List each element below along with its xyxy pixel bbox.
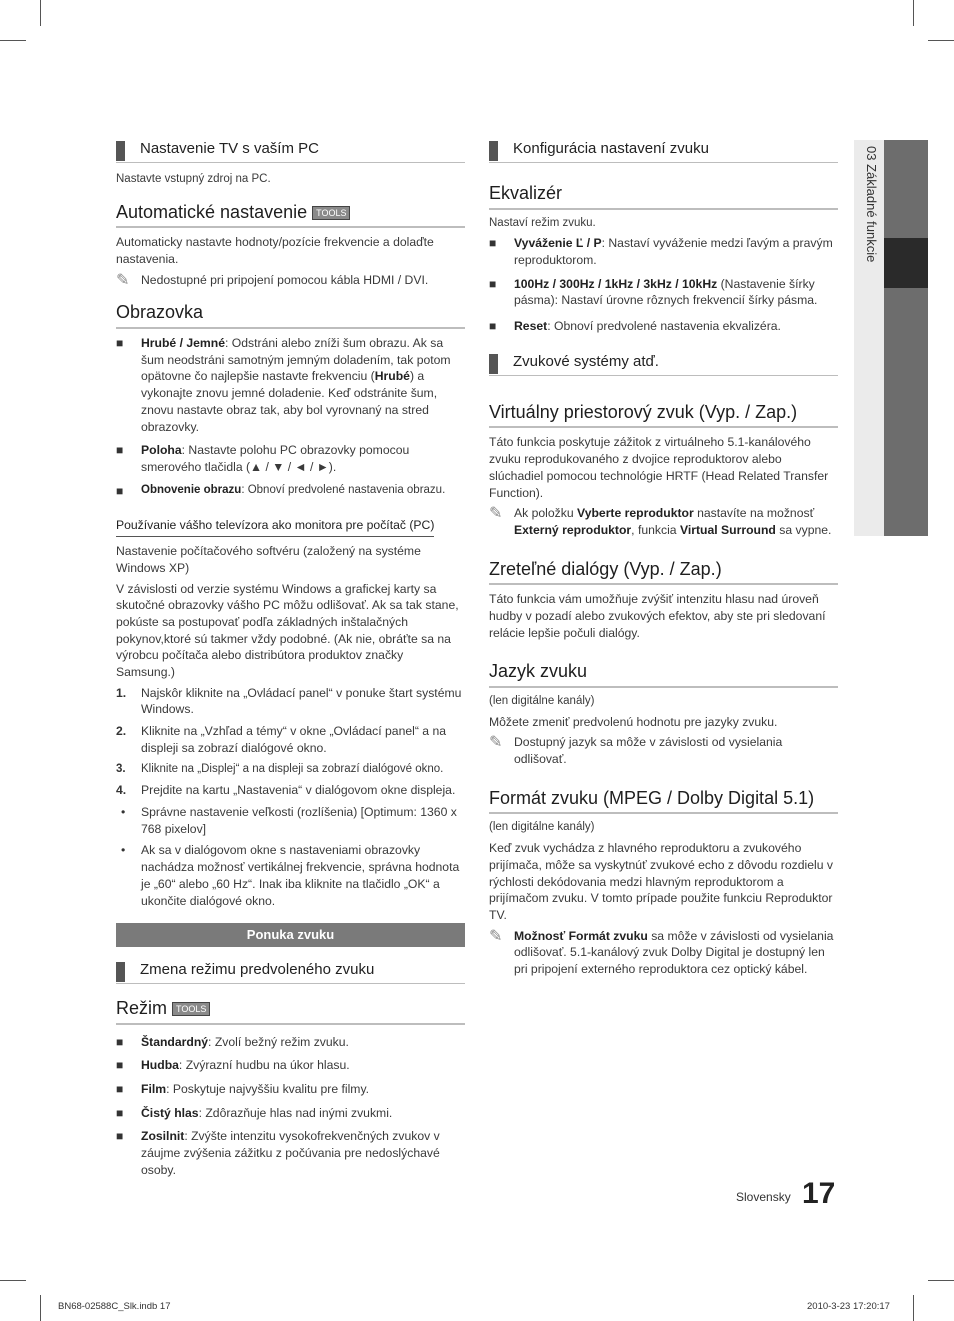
- item-text: : Zdôrazňuje hlas nad inými zvukmi.: [198, 1105, 393, 1120]
- dot-bullet-icon: •: [121, 805, 126, 820]
- square-bullet-icon: ■: [116, 1034, 124, 1049]
- heading-virtual-surround: Virtuálny priestorový zvuk (Vyp. / Zap.): [489, 402, 838, 429]
- tools-icon: TOOLS: [172, 1002, 210, 1016]
- item-label: Film: [141, 1082, 167, 1097]
- item-text: : Poskytuje najvyššiu kvalitu pre filmy.: [166, 1082, 370, 1097]
- square-bullet-icon: ■: [116, 1105, 124, 1120]
- heading-auto-adjust: [116, 202, 465, 229]
- list-item: [116, 723, 465, 756]
- section-sound-systems: Zvukové systémy atď.: [489, 351, 838, 376]
- crop-mark: [0, 1280, 26, 1281]
- heading-audio-language: Jazyk zvuku: [489, 661, 838, 688]
- square-bullet-icon: ■: [489, 276, 497, 291]
- list-item: [489, 235, 838, 268]
- fmt-p1: (len digitálne kanály): [489, 821, 595, 834]
- square-bullet-icon: ■: [116, 443, 124, 458]
- item-label: Štandardný: [141, 1034, 209, 1049]
- item-text: : Obnoví predvolené nastavenia obrazu.: [241, 483, 446, 496]
- section-banner: Ponuka zvuku: [116, 923, 465, 947]
- pencil-icon: ✎: [489, 505, 503, 523]
- fmt-p2: Keď zvuk vychádza z hlavného reproduktoru a zvukového prijímača, môže sa vyskytnúť zvukové echo z dôvodu rozdielu v rýchlosti dekódovania medzi hlavným reproduktorom a prijímačom zvuku. V tomto prípade použite funkciu Reproduktor TV.: [489, 841, 833, 922]
- note: [489, 505, 838, 538]
- step-number: 2.: [116, 724, 127, 739]
- item-text: Ak sa v dialógovom okne s nastaveniami obrazovky nachádza možnosť vertikálnej frekvencie, správna hodnota je „60“ alebo „60 Hz“. Inak iba kliknite na tlačidlo „OK“ a ukončite dialógové okno.: [141, 843, 460, 908]
- step-text: Najskôr kliknite na „Ovládací panel“ v ponuke štart systému Windows.: [141, 685, 462, 717]
- note-text: sa môže v závislosti od vysielania odlišovať. 5.1-kanálový zvuk Dolby Digital je dostupný len pri pripojení externého reproduktora cez optický kábel.: [514, 928, 834, 977]
- item-text: : Zvolí bežný režim zvuku.: [208, 1034, 349, 1049]
- heading-audio-format: Formát zvuku (MPEG / Dolby Digital 5.1): [489, 788, 838, 815]
- crop-mark: [913, 1295, 914, 1321]
- list-item: [116, 804, 465, 837]
- note: [116, 272, 465, 289]
- item-label: Poloha: [141, 443, 182, 458]
- list-item: [116, 1105, 465, 1122]
- print-slug-file: BN68-02588C_Slk.indb 17: [58, 1301, 171, 1312]
- footer-language: Slovensky: [736, 1190, 791, 1204]
- item-label: Čistý hlas: [141, 1105, 199, 1120]
- step-number: 1.: [116, 685, 127, 700]
- monitor-heading: Používanie vášho televízora ako monitora pre počítač (PC): [116, 517, 434, 537]
- step-number: 3.: [116, 762, 126, 775]
- item-text: : Odstráni alebo zníži šum obrazu. Ak sa šum neodstráni samotným jemným doladením, tak potom opätovne čo najlepšie nastavte frekvenciu (: [141, 336, 451, 384]
- note-bold: Možnosť Formát zvuku: [514, 928, 648, 943]
- dot-bullet-icon: •: [121, 843, 126, 858]
- heading-text: Režim: [116, 998, 168, 1019]
- lang-p1: (len digitálne kanály): [489, 694, 595, 707]
- print-slug-date: 2010-3-23 17:20:17: [807, 1301, 890, 1312]
- list-item: [116, 1057, 465, 1074]
- note-text: nastavíte na možnosť: [693, 506, 815, 521]
- item-label: 100Hz / 300Hz / 1kHz / 3kHz / 10kHz: [514, 276, 718, 291]
- note-text: sa vypne.: [775, 522, 832, 537]
- chapter-tab-block: [884, 288, 928, 536]
- chapter-tab-active-block: [884, 238, 928, 288]
- note: [489, 928, 838, 978]
- item-label: Hrubé / Jemné: [141, 336, 225, 351]
- list-item: [116, 842, 465, 909]
- square-bullet-icon: ■: [489, 319, 497, 334]
- item-label: Hudba: [141, 1058, 179, 1073]
- note-text: Nedostupné pri pripojení pomocou kábla HDMI / DVI.: [141, 272, 429, 287]
- heading-mode: [116, 998, 465, 1025]
- step-number: 4.: [116, 783, 127, 798]
- heading-text: Automatické nastavenie: [116, 201, 308, 222]
- pc-intro: Nastavte vstupný zdroj na PC.: [116, 173, 271, 185]
- monitor-p2: V závislosti od verzie systému Windows a grafickej karty sa skutočné obrazovky vášho PC môžu odlišovať. Ak sa tak stane, pokúste sa postupovať podľa základných inštalačných pokynov,ktoré sú takmer vždy podobné. (Ak nie, obráťte sa na výrobcu počítača alebo distribútora produktov značky Samsung.): [116, 581, 459, 680]
- list-item: [116, 1081, 465, 1098]
- right-column: [489, 138, 838, 983]
- item-text: : Nastaví vyváženie medzi ľavým a pravým reproduktorom.: [514, 236, 833, 268]
- square-bullet-icon: ■: [489, 236, 497, 251]
- square-bullet-icon: ■: [116, 336, 124, 351]
- item-label: Obnovenie obrazu: [141, 483, 242, 496]
- item-text: : Zvýrazní hudbu na úkor hlasu.: [178, 1058, 350, 1073]
- item-label: Vyváženie Ľ / P: [514, 236, 602, 251]
- vs-text: Táto funkcia poskytuje zážitok z virtuálneho 5.1-kanálového zvuku reprodukovaného z dvojice reproduktorov alebo slúchadiel pomocou technológie HRTF (Head Related Transfer Function).: [489, 435, 829, 500]
- note-bold: Vyberte reproduktor: [577, 506, 694, 521]
- crop-mark: [928, 1280, 954, 1281]
- section-sound-config: Konfigurácia nastavení zvuku: [489, 138, 838, 163]
- crop-mark: [40, 1295, 41, 1321]
- note: [489, 734, 838, 767]
- list-item: [116, 685, 465, 718]
- item-label: Hrubé: [374, 369, 410, 384]
- square-bullet-icon: ■: [116, 1058, 124, 1073]
- item-text: : Zvýšte intenzitu vysokofrekvenčných zvukov v záujme zvýšenia zážitku z počúvania pre nedoslýchavé osoby.: [141, 1129, 440, 1177]
- square-bullet-icon: ■: [116, 1129, 124, 1144]
- heading-clear-dialogs: Zreteľné dialógy (Vyp. / Zap.): [489, 559, 838, 586]
- square-bullet-icon: ■: [116, 483, 124, 498]
- page-number: 17: [802, 1177, 836, 1210]
- item-text: : Nastavte polohu PC obrazovky pomocou smerového tlačidla (▲ / ▼ / ◄ / ►).: [141, 443, 410, 474]
- section-sound-mode: Zmena režimu predvoleného zvuku: [116, 959, 465, 984]
- list-item: [116, 1128, 465, 1178]
- item-label: Reset: [514, 319, 548, 334]
- item-label: Zosilnit: [141, 1129, 185, 1144]
- crop-mark: [40, 0, 41, 26]
- item-text: Správne nastavenie veľkosti (rozlíšenia) [Optimum: 1360 x 768 pixelov]: [141, 805, 457, 836]
- tools-icon: TOOLS: [312, 206, 350, 220]
- pencil-icon: ✎: [489, 927, 503, 945]
- lang-p2: Môžete zmeniť predvolenú hodnotu pre jazyky zvuku.: [489, 714, 778, 729]
- auto-text: Automaticky nastavte hodnoty/pozície frekvencie a dolaďte nastavenia.: [116, 235, 434, 267]
- step-text: Prejdite na kartu „Nastavenia“ v dialógovom okne displeja.: [141, 783, 456, 798]
- item-text: : Obnoví predvolené nastavenia ekvalizéra.: [547, 319, 781, 334]
- note-text: Ak položku: [514, 506, 578, 521]
- list-item: [116, 762, 465, 778]
- item-text: ) a vykonajte znovu jemné doladenie. Keď odstránite šum, znovu nastavte obraz tak, aby bol vyrovnaný na stred obrazovky.: [141, 369, 438, 434]
- heading-equalizer: Ekvalizér: [489, 183, 838, 210]
- list-item: [116, 442, 465, 475]
- note-bold: Externý reproduktor: [514, 522, 632, 537]
- note-text: , funkcia: [631, 522, 680, 537]
- item-text: (Nastavenie šírky pásma): Nastaví úrovne rôznych frekvencií šírky pásma.: [514, 276, 818, 308]
- list-item: [489, 276, 838, 309]
- list-item: [489, 318, 838, 335]
- note-text: Dostupný jazyk sa môže v závislosti od vysielania odlišovať.: [514, 735, 783, 767]
- eq-intro: Nastaví režim zvuku.: [489, 216, 596, 229]
- crop-mark: [928, 40, 954, 41]
- pencil-icon: ✎: [116, 271, 130, 289]
- list-item: [116, 782, 465, 799]
- chapter-label: 03 Základné funkcie: [863, 146, 879, 263]
- list-item: [116, 483, 465, 499]
- square-bullet-icon: ■: [116, 1082, 124, 1097]
- list-item: [116, 1034, 465, 1051]
- pencil-icon: ✎: [489, 734, 503, 752]
- section-pc-setup: Nastavenie TV s vaším PC: [116, 138, 465, 163]
- heading-screen: Obrazovka: [116, 302, 465, 329]
- step-text: Kliknite na „Vzhľad a témy“ v okne „Ovládací panel“ a na displeji sa zobrazí dialógové okno.: [141, 724, 447, 755]
- monitor-p1: Nastavenie počítačového softvéru (založený na systéme Windows XP): [116, 544, 421, 575]
- dialog-text: Táto funkcia vám umožňuje zvýšiť intenzitu hlasu nad úroveň hudby v pozadí alebo zvukových efektov, aby ste pri sledovaní relácie lepšie počuli dialógy.: [489, 592, 826, 640]
- left-column: [116, 138, 465, 1186]
- chapter-tab-block: [884, 140, 928, 238]
- crop-mark: [0, 40, 26, 41]
- crop-mark: [913, 0, 914, 26]
- list-item: [116, 335, 465, 435]
- step-text: Kliknite na „Displej“ a na displeji sa zobrazí dialógové okno.: [141, 762, 444, 775]
- note-bold: Virtual Surround: [679, 522, 776, 537]
